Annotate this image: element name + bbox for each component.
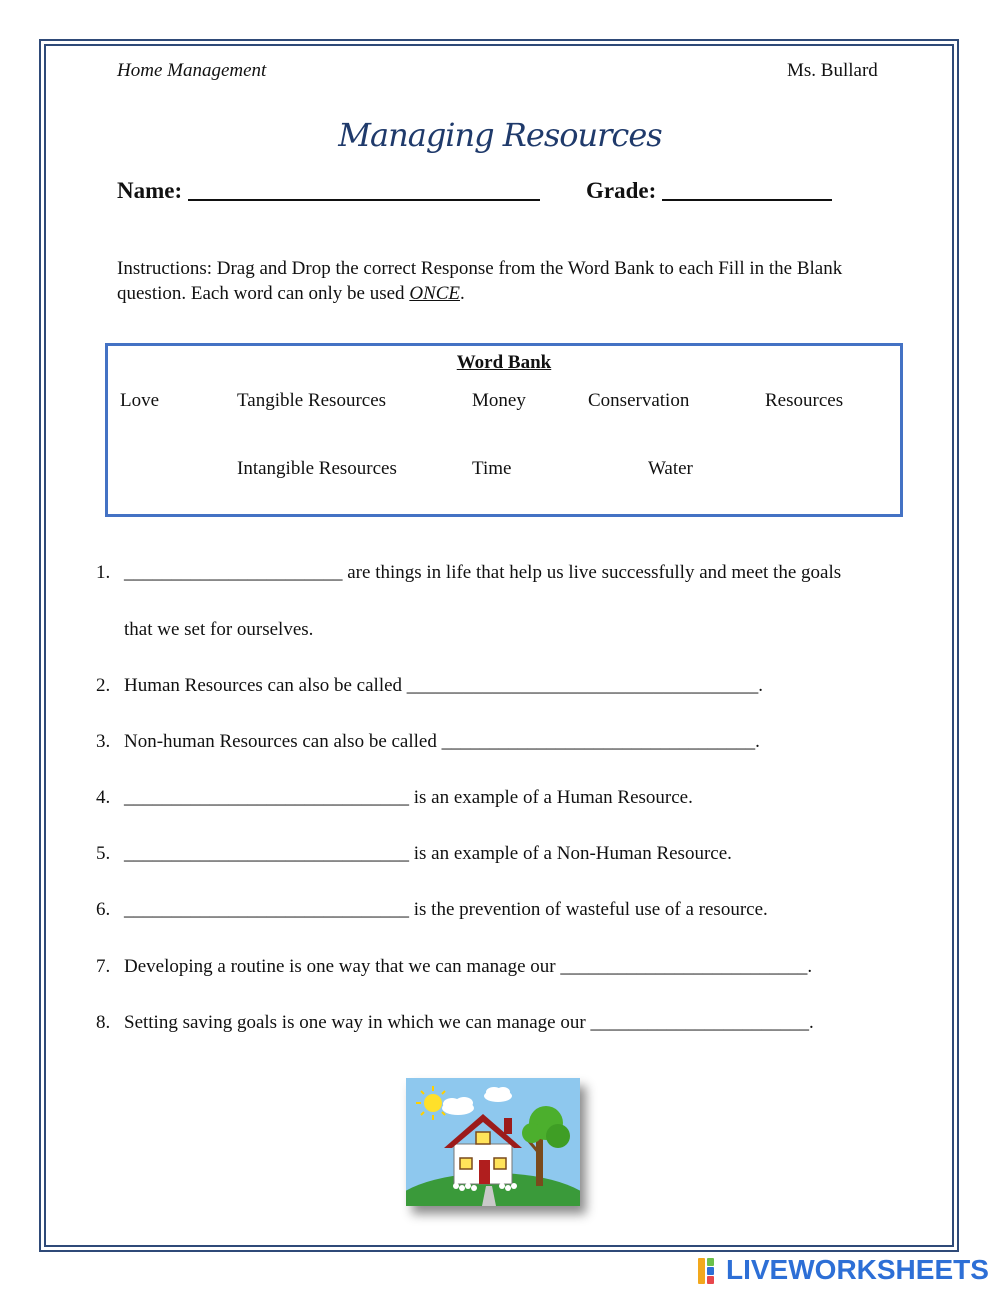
question-number: 6.: [96, 899, 111, 920]
grade-field: [586, 178, 832, 204]
question-number: 4.: [96, 787, 111, 808]
question-text: Non-human Resources can also be called: [124, 731, 442, 752]
word-bank-item[interactable]: Tangible Resources: [237, 390, 387, 411]
course-name: Home Management: [117, 60, 267, 81]
question-4: [124, 787, 693, 809]
question-text: is an example of a Human Resource.: [409, 787, 693, 808]
question-text: are things in life that help us live successfully and meet the goals: [342, 562, 842, 583]
question-1: [124, 562, 841, 584]
grade-blank: [662, 179, 832, 201]
answer-blank-3[interactable]: _________________________________: [441, 731, 756, 752]
instructions-text: Instructions: Drag and Drop the correct Response from the Word Bank to each Fill in the Blank question. Each word can only be used: [117, 258, 843, 304]
instructions-emphasis: ONCE: [409, 283, 460, 304]
answer-blank-7[interactable]: __________________________: [560, 956, 808, 977]
house-clipart-icon: [406, 1078, 580, 1206]
answer-blank-6[interactable]: ______________________________: [124, 899, 409, 920]
word-bank-item[interactable]: Love: [120, 390, 160, 411]
question-end: .: [755, 731, 760, 752]
question-end: .: [807, 956, 813, 977]
answer-blank-2[interactable]: _____________________________________: [406, 675, 759, 696]
house-illustration: [406, 1078, 580, 1206]
question-text: is an example of a Non-Human Resource.: [409, 843, 732, 864]
question-1-continued: that we set for ourselves.: [124, 619, 314, 640]
question-7: [124, 956, 812, 978]
question-6: [124, 899, 768, 921]
question-end: .: [758, 675, 764, 696]
page-border-inner: [44, 44, 954, 1247]
instructions-end: .: [460, 283, 465, 304]
word-bank-item[interactable]: Resources: [765, 390, 844, 411]
word-bank-item[interactable]: Time: [472, 458, 512, 479]
instructions: [117, 256, 897, 306]
name-blank: [188, 179, 540, 201]
word-bank-item[interactable]: Money: [472, 390, 526, 411]
question-2: [124, 675, 763, 697]
answer-blank-1[interactable]: _______________________: [124, 562, 343, 583]
question-8: [124, 1012, 814, 1034]
question-text: Human Resources can also be called: [124, 675, 407, 696]
liveworksheets-brand: LIVEWORKSHEETS: [726, 1254, 989, 1285]
question-5: [124, 843, 732, 865]
name-field: [117, 178, 540, 204]
grade-label: Grade:: [586, 178, 657, 203]
question-number: 8.: [96, 1012, 111, 1033]
liveworksheets-logo-icon: [698, 1255, 724, 1287]
word-bank-item[interactable]: Conservation: [588, 390, 690, 411]
answer-blank-8[interactable]: _______________________: [590, 1012, 809, 1033]
answer-blank-4[interactable]: ______________________________: [124, 787, 409, 808]
name-label: Name:: [117, 178, 183, 203]
question-end: .: [808, 1012, 814, 1033]
teacher-name: Ms. Bullard: [787, 60, 878, 81]
question-number: 3.: [96, 731, 111, 752]
word-bank-title: Word Bank: [456, 352, 552, 373]
word-bank-item[interactable]: Water: [648, 458, 693, 479]
question-number: 1.: [96, 562, 111, 583]
word-bank-item[interactable]: Intangible Resources: [237, 458, 397, 479]
question-text: Developing a routine is one way that we can manage our: [124, 956, 561, 977]
question-3: [124, 731, 760, 753]
answer-blank-5[interactable]: ______________________________: [124, 843, 409, 864]
question-text: is the prevention of wasteful use of a resource.: [409, 899, 768, 920]
question-number: 2.: [96, 675, 111, 696]
question-text: Setting saving goals is one way in which we can manage our: [124, 1012, 591, 1033]
question-number: 7.: [96, 956, 111, 977]
worksheet-title: Managing Resources: [338, 116, 662, 154]
question-number: 5.: [96, 843, 111, 864]
